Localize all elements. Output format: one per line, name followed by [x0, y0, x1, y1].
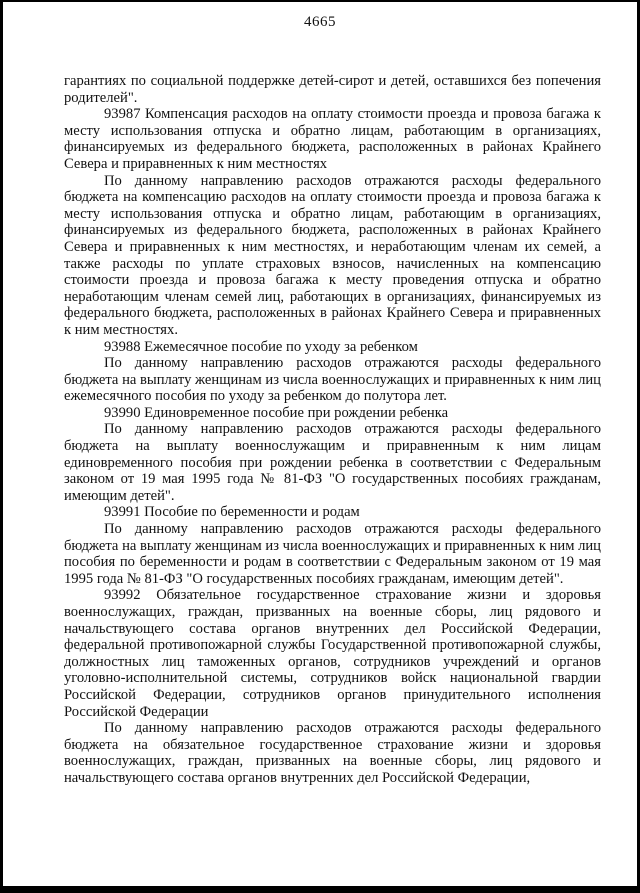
section-93991-heading: 93991 Пособие по беременности и родам: [104, 504, 360, 521]
section-93988-body: По данному направлению расходов отражаются расходы федерального бюджета на выплату женщинам из числа военнослужащих и приравненных к ним лиц ежемесячного пособия по уходу за ребенком до полутора лет.: [64, 355, 601, 405]
section-93990-heading: 93990 Единовременное пособие при рождении ребенка: [104, 404, 449, 421]
section-93987-heading: 93987 Компенсация расходов на оплату стоимости проезда и провоза багажа к месту использования отпуска и обратно лицам, работающим в организациях, финансируемых из федерального бюджета, расположенных в районах Крайнего Севера и приравненных к ним местностях: [64, 106, 601, 172]
page-number: 4665: [304, 14, 336, 30]
section-93990-body: По данному направлению расходов отражаются расходы федерального бюджета на выплату военнослужащим и приравненным к ним лицам единовременного пособия при рождении ребенка в соответствии с Федеральным законом от 19 мая 1995 года № 81-ФЗ "О государственных пособиях гражданам, имеющим детей".: [64, 421, 601, 504]
section-93988-heading: 93988 Ежемесячное пособие по уходу за ребенком: [104, 338, 418, 355]
section-93987-body: По данному направлению расходов отражаются расходы федерального бюджета на компенсацию расходов на оплату стоимости проезда и провоза багажа к месту использования отпуска и обратно лицам, работающим в организациях, финансируемых из федерального бюджета, расположенных в районах Крайнего Севера и приравненных к ним местностях, и неработающим членам их семей, а также расходы по уплате страховых взносов, начисленных на компенсацию стоимости проезда и провоза багажа к месту проведения отпуска и обратно неработающим членам семей лиц, работающих в организациях, финансируемых из федерального бюджета, расположенных в районах Крайнего Севера и приравненных к ним местностях.: [64, 172, 601, 338]
section-93992-heading: 93992 Обязательное государственное страхование жизни и здоровья военнослужащих, граждан, призванных на военные сборы, лиц рядового и начальствующего состава органов внутренних дел Российской Федерации, федеральной противопожарной службы Государственной противопожарной службы, должностных лиц таможенных органов, сотрудников учреждений и органов уголовно-исполнительной системы, сотрудников войск национальной гвардии Российской Федерации, сотрудников органов принудительного исполнения Российской Федерации: [64, 587, 601, 720]
scan-edge-bottom: [0, 886, 640, 893]
scan-edge-top: [0, 0, 640, 2]
section-93991-body: По данному направлению расходов отражаются расходы федерального бюджета на выплату женщинам из числа военнослужащих и приравненных к ним лиц пособия по беременности и родам в соответствии с Федеральным законом от 19 мая 1995 года № 81-ФЗ "О государственных пособиях гражданам, имеющим детей".: [64, 521, 601, 587]
document-body: [64, 73, 601, 787]
section-93992-body: По данному направлению расходов отражаются расходы федерального бюджета на обязательное государственное страхование жизни и здоровья военнослужащих, граждан, призванных на военные сборы, лиц рядового и начальствующего состава органов внутренних дел Российской Федерации,: [64, 720, 601, 786]
paragraph-continuation: гарантиях по социальной поддержке детей-сирот и детей, оставшихся без попечения родителей".: [64, 73, 601, 106]
scan-edge-left: [0, 0, 3, 893]
